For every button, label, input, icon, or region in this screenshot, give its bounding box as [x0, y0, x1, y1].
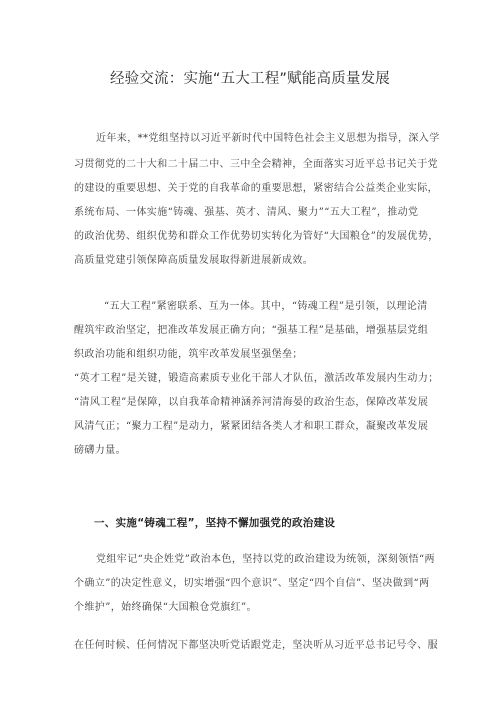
- paragraph-2-line-7: 磅礴力量。: [74, 445, 126, 456]
- paragraph-1-line-3: 的建设的重要思想、关于党的自我革命的重要思想，紧密结合公益类企业实际，: [74, 183, 438, 194]
- paragraph-2-line-1: “五大工程”紧密联系、互为一体。其中，“铸魂工程”是引领，以理论清: [104, 301, 428, 312]
- paragraph-1-line-1: 近年来，**党组坚持以习近平新时代中国特色社会主义思想为指导，深入学: [96, 133, 440, 144]
- paragraph-1-line-4: 系统布局、一体实施“铸魂、强基、英才、清风、聚力”“五大工程”，推动党: [74, 207, 419, 218]
- paragraph-3-line-1: 党组牢记“央企姓党”政治本色，坚持以党的政治建设为统领，深刻领悟“两: [96, 554, 435, 565]
- paragraph-4-line-1: 在任何时候、任何情况下都坚决听党话跟党走，坚决听从习近平总书记号令、服: [74, 640, 438, 651]
- paragraph-2-line-4: “英才工程”是关键，锻造高素质专业化干部人才队伍，激活改革发展内生动力；: [74, 373, 439, 384]
- paragraph-2-line-3: 织政治功能和组织功能，筑牢改革发展坚强堡垒；: [74, 349, 303, 360]
- paragraph-1-line-2: 习贯彻党的二十大和二十届二中、三中全会精神，全面落实习近平总书记关于党: [74, 159, 438, 170]
- paragraph-3-line-2: 个确立”的决定性意义，切实增强“四个意识”、坚定“四个自信”、坚决做到“两: [74, 578, 430, 589]
- paragraph-2-line-5: “清风工程”是保障，以自我革命精神涵养河清海晏的政治生态，保障改革发展: [74, 397, 429, 408]
- paragraph-3-line-3: 个维护”，始终确保“大国粮仓党旗红”。: [74, 602, 257, 613]
- paragraph-1-line-6: 高质量党建引领保障高质量发展取得新进展新成效。: [74, 255, 314, 266]
- section-heading-1: 一、实施“铸魂工程”，坚持不懈加强党的政治建设: [94, 517, 336, 529]
- document-title: 经验交流：实施“五大工程”赋能高质量发展: [109, 71, 391, 87]
- paragraph-2-line-6: 风清气正；“聚力工程”是动力，紧紧团结各类人才和职工群众，凝聚改革发展: [74, 421, 429, 432]
- paragraph-1-line-5: 的政治优势、组织优势和群众工作优势切实转化为管好“大国粮仓”的发展优势，: [74, 231, 439, 242]
- paragraph-2-line-2: 醒筑牢政治坚定，把准改革发展正确方向；“强基工程”是基础，增强基层党组: [74, 325, 429, 336]
